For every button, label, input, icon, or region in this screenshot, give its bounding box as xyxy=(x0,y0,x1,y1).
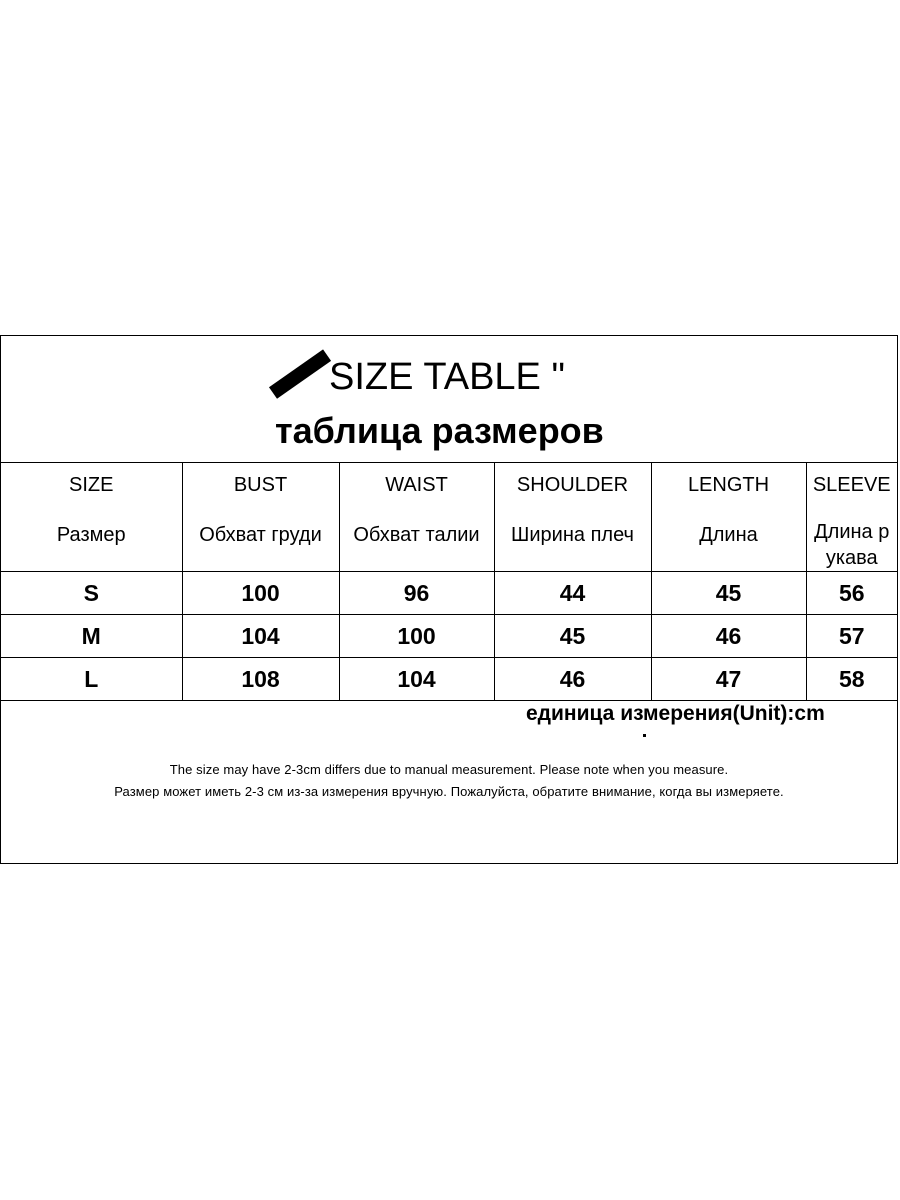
header-size-en: SIZE xyxy=(69,474,114,496)
table-row xyxy=(1,615,897,658)
cell-bust: 104 xyxy=(182,615,339,658)
cell-bust: 108 xyxy=(182,658,339,701)
header-cell-waist xyxy=(339,463,494,572)
dot-mark xyxy=(643,734,646,737)
title-section xyxy=(1,336,897,463)
table-header-row xyxy=(1,463,897,572)
cell-waist: 100 xyxy=(339,615,494,658)
header-size-ru: Размер xyxy=(56,524,126,546)
unit-note: единица измерения(Unit):cm xyxy=(526,702,825,725)
header-shoulder-en: SHOULDER xyxy=(516,474,629,496)
header-cell-sleeve xyxy=(806,463,897,572)
cell-sleeve: 58 xyxy=(806,658,897,701)
cell-waist: 96 xyxy=(339,572,494,615)
cell-bust: 100 xyxy=(182,572,339,615)
header-sleeve-en: SLEEVE xyxy=(812,474,891,496)
cell-size: L xyxy=(1,658,182,701)
title-slash-icon xyxy=(269,349,331,398)
title-english: SIZE TABLE " xyxy=(329,356,565,398)
title-russian: таблица размеров xyxy=(275,410,604,451)
measurement-note-english: The size may have 2-3cm differs due to manual measurement. Please note when you measure. xyxy=(169,762,729,777)
cell-shoulder: 45 xyxy=(494,615,651,658)
cell-shoulder: 46 xyxy=(494,658,651,701)
header-waist-ru: Обхват талии xyxy=(353,524,480,546)
header-length-ru: Длина xyxy=(699,524,758,546)
header-cell-length xyxy=(651,463,806,572)
header-bust-ru: Обхват груди xyxy=(199,524,322,546)
header-sleeve-ru: Длина р укава xyxy=(814,521,890,569)
cell-waist: 104 xyxy=(339,658,494,701)
cell-size: S xyxy=(1,572,182,615)
header-cell-shoulder xyxy=(494,463,651,572)
measurement-note-russian: Размер может иметь 2-3 см из-за измерения вручную. Пожалуйста, обратите внимание, когда вы измеряете. xyxy=(114,784,784,799)
size-table xyxy=(1,463,897,701)
header-length-en: LENGTH xyxy=(687,474,770,496)
cell-sleeve: 56 xyxy=(806,572,897,615)
header-cell-bust xyxy=(182,463,339,572)
table-row xyxy=(1,658,897,701)
header-cell-size xyxy=(1,463,182,572)
size-chart xyxy=(0,335,898,864)
header-shoulder-ru: Ширина плеч xyxy=(511,524,634,546)
header-bust-en: BUST xyxy=(233,474,288,496)
table-row xyxy=(1,572,897,615)
cell-sleeve: 57 xyxy=(806,615,897,658)
cell-shoulder: 44 xyxy=(494,572,651,615)
cell-length: 47 xyxy=(651,658,806,701)
cell-length: 45 xyxy=(651,572,806,615)
cell-length: 46 xyxy=(651,615,806,658)
header-waist-en: WAIST xyxy=(385,474,448,496)
cell-size: M xyxy=(1,615,182,658)
